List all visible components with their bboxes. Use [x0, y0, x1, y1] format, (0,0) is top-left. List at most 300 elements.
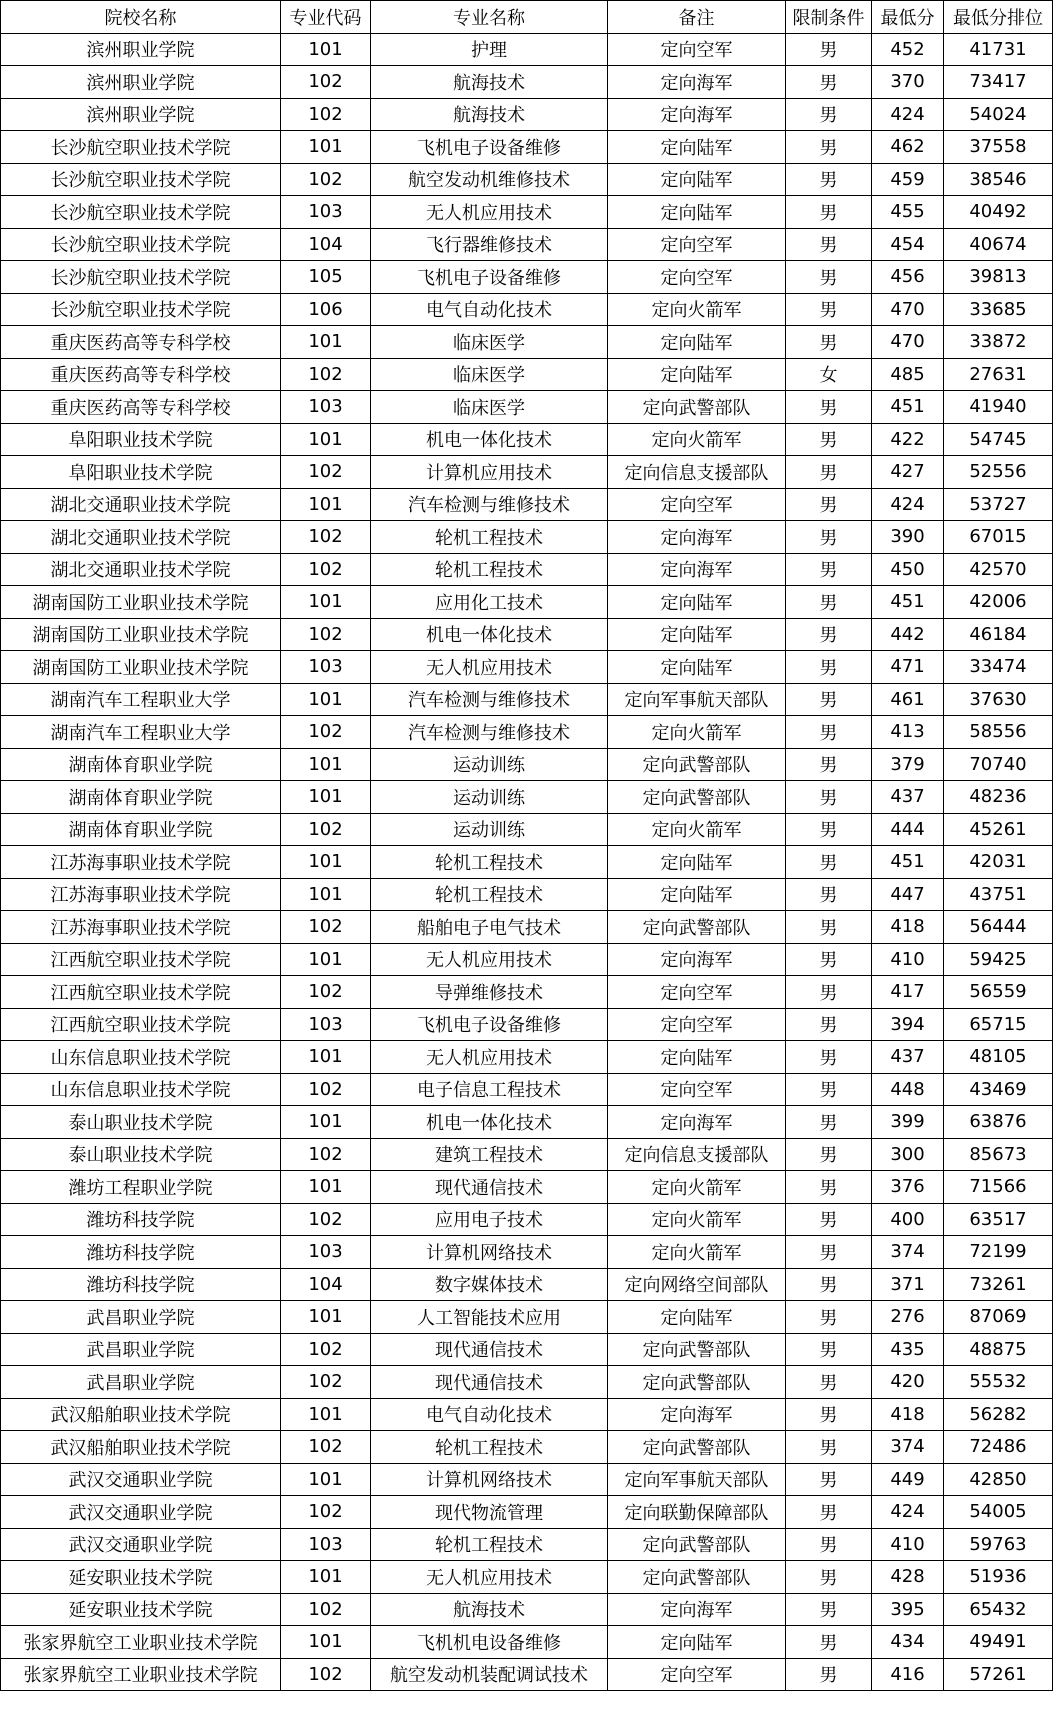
cell-major-name: 航海技术 [371, 1593, 608, 1626]
cell-min-score: 428 [872, 1561, 944, 1594]
cell-remark: 定向陆军 [608, 846, 786, 879]
table-row [1, 131, 1053, 164]
table-row [1, 456, 1053, 489]
cell-major-name: 现代通信技术 [371, 1366, 608, 1399]
cell-major-name: 无人机应用技术 [371, 943, 608, 976]
cell-major-name: 电气自动化技术 [371, 1398, 608, 1431]
cell-school-name: 江西航空职业技术学院 [1, 1008, 281, 1041]
cell-min-score: 444 [872, 813, 944, 846]
cell-major-name: 飞机电子设备维修 [371, 1008, 608, 1041]
cell-remark: 定向海军 [608, 98, 786, 131]
cell-restriction: 男 [786, 521, 872, 554]
cell-min-score: 455 [872, 196, 944, 229]
cell-restriction: 男 [786, 33, 872, 66]
cell-remark: 定向武警部队 [608, 391, 786, 424]
cell-school-name: 重庆医药高等专科学校 [1, 391, 281, 424]
cell-school-name: 武汉船舶职业技术学院 [1, 1431, 281, 1464]
cell-min-rank: 72199 [944, 1236, 1053, 1269]
header-major-code: 专业代码 [281, 1, 371, 34]
table-row [1, 683, 1053, 716]
cell-school-name: 武汉交通职业学院 [1, 1528, 281, 1561]
cell-min-rank: 40674 [944, 228, 1053, 261]
cell-min-score: 420 [872, 1366, 944, 1399]
cell-min-score: 418 [872, 911, 944, 944]
table-row [1, 1333, 1053, 1366]
cell-restriction: 男 [786, 163, 872, 196]
cell-remark: 定向武警部队 [608, 1366, 786, 1399]
cell-major-code: 102 [281, 1333, 371, 1366]
cell-major-code: 101 [281, 33, 371, 66]
cell-min-rank: 73417 [944, 66, 1053, 99]
table-row [1, 261, 1053, 294]
cell-min-score: 456 [872, 261, 944, 294]
cell-min-score: 374 [872, 1236, 944, 1269]
cell-remark: 定向网络空间部队 [608, 1268, 786, 1301]
cell-school-name: 江苏海事职业技术学院 [1, 878, 281, 911]
cell-school-name: 江西航空职业技术学院 [1, 976, 281, 1009]
cell-min-score: 459 [872, 163, 944, 196]
cell-restriction: 男 [786, 196, 872, 229]
table-row [1, 1236, 1053, 1269]
cell-major-name: 应用化工技术 [371, 586, 608, 619]
cell-major-code: 102 [281, 1431, 371, 1464]
cell-restriction: 男 [786, 1528, 872, 1561]
cell-remark: 定向海军 [608, 1106, 786, 1139]
table-row [1, 98, 1053, 131]
cell-major-code: 101 [281, 846, 371, 879]
cell-restriction: 男 [786, 1463, 872, 1496]
cell-remark: 定向陆军 [608, 618, 786, 651]
cell-min-rank: 65715 [944, 1008, 1053, 1041]
cell-restriction: 男 [786, 1041, 872, 1074]
cell-major-code: 101 [281, 1463, 371, 1496]
cell-major-name: 航空发动机维修技术 [371, 163, 608, 196]
cell-school-name: 武汉船舶职业技术学院 [1, 1398, 281, 1431]
cell-min-score: 442 [872, 618, 944, 651]
cell-remark: 定向空军 [608, 976, 786, 1009]
table-row [1, 1528, 1053, 1561]
cell-restriction: 男 [786, 131, 872, 164]
cell-school-name: 张家界航空工业职业技术学院 [1, 1658, 281, 1691]
cell-min-score: 434 [872, 1626, 944, 1659]
table-row [1, 196, 1053, 229]
cell-min-score: 448 [872, 1073, 944, 1106]
cell-major-code: 102 [281, 1073, 371, 1106]
cell-major-name: 运动训练 [371, 781, 608, 814]
cell-restriction: 男 [786, 261, 872, 294]
cell-min-score: 450 [872, 553, 944, 586]
cell-restriction: 男 [786, 1333, 872, 1366]
cell-major-code: 101 [281, 748, 371, 781]
cell-remark: 定向火箭军 [608, 293, 786, 326]
cell-remark: 定向武警部队 [608, 911, 786, 944]
cell-min-score: 400 [872, 1203, 944, 1236]
cell-school-name: 潍坊科技学院 [1, 1203, 281, 1236]
table-row [1, 943, 1053, 976]
cell-major-code: 102 [281, 976, 371, 1009]
cell-remark: 定向海军 [608, 943, 786, 976]
cell-major-name: 机电一体化技术 [371, 423, 608, 456]
cell-restriction: 男 [786, 1561, 872, 1594]
cell-school-name: 湖南汽车工程职业大学 [1, 716, 281, 749]
cell-school-name: 武昌职业学院 [1, 1366, 281, 1399]
cell-school-name: 潍坊科技学院 [1, 1268, 281, 1301]
cell-min-score: 374 [872, 1431, 944, 1464]
cell-major-code: 102 [281, 911, 371, 944]
table-row [1, 1041, 1053, 1074]
cell-remark: 定向空军 [608, 33, 786, 66]
cell-min-rank: 54745 [944, 423, 1053, 456]
cell-major-name: 飞机电子设备维修 [371, 131, 608, 164]
cell-min-score: 437 [872, 1041, 944, 1074]
table-row [1, 1138, 1053, 1171]
cell-min-rank: 63876 [944, 1106, 1053, 1139]
cell-min-rank: 42570 [944, 553, 1053, 586]
cell-school-name: 潍坊科技学院 [1, 1236, 281, 1269]
table-row [1, 358, 1053, 391]
cell-remark: 定向信息支援部队 [608, 456, 786, 489]
cell-restriction: 男 [786, 1658, 872, 1691]
cell-min-rank: 70740 [944, 748, 1053, 781]
cell-school-name: 长沙航空职业技术学院 [1, 228, 281, 261]
table-row [1, 1626, 1053, 1659]
cell-major-name: 汽车检测与维修技术 [371, 716, 608, 749]
cell-min-score: 410 [872, 1528, 944, 1561]
cell-school-name: 滨州职业学院 [1, 98, 281, 131]
cell-major-name: 应用电子技术 [371, 1203, 608, 1236]
cell-min-rank: 43469 [944, 1073, 1053, 1106]
cell-major-name: 现代物流管理 [371, 1496, 608, 1529]
cell-remark: 定向火箭军 [608, 423, 786, 456]
cell-remark: 定向陆军 [608, 1301, 786, 1334]
cell-min-score: 437 [872, 781, 944, 814]
cell-major-name: 轮机工程技术 [371, 521, 608, 554]
cell-major-name: 导弹维修技术 [371, 976, 608, 1009]
cell-remark: 定向空军 [608, 1008, 786, 1041]
cell-remark: 定向海军 [608, 521, 786, 554]
cell-major-name: 轮机工程技术 [371, 1528, 608, 1561]
cell-remark: 定向信息支援部队 [608, 1138, 786, 1171]
cell-min-score: 447 [872, 878, 944, 911]
cell-restriction: 男 [786, 1366, 872, 1399]
cell-major-code: 101 [281, 683, 371, 716]
cell-major-name: 计算机网络技术 [371, 1236, 608, 1269]
cell-min-rank: 49491 [944, 1626, 1053, 1659]
cell-min-score: 470 [872, 293, 944, 326]
cell-major-code: 103 [281, 1008, 371, 1041]
cell-min-score: 451 [872, 586, 944, 619]
cell-restriction: 男 [786, 1106, 872, 1139]
cell-min-rank: 27631 [944, 358, 1053, 391]
cell-min-rank: 37630 [944, 683, 1053, 716]
cell-school-name: 武汉交通职业学院 [1, 1496, 281, 1529]
cell-major-code: 101 [281, 1301, 371, 1334]
cell-restriction: 男 [786, 391, 872, 424]
cell-school-name: 湖南国防工业职业技术学院 [1, 618, 281, 651]
cell-restriction: 男 [786, 1431, 872, 1464]
cell-remark: 定向军事航天部队 [608, 1463, 786, 1496]
table-row [1, 1268, 1053, 1301]
cell-restriction: 男 [786, 1138, 872, 1171]
cell-remark: 定向武警部队 [608, 1333, 786, 1366]
cell-remark: 定向空军 [608, 261, 786, 294]
cell-school-name: 湖南国防工业职业技术学院 [1, 586, 281, 619]
header-major-name: 专业名称 [371, 1, 608, 34]
cell-major-code: 101 [281, 423, 371, 456]
cell-major-code: 101 [281, 1561, 371, 1594]
cell-restriction: 男 [786, 911, 872, 944]
cell-restriction: 男 [786, 293, 872, 326]
table-row [1, 1008, 1053, 1041]
cell-min-rank: 52556 [944, 456, 1053, 489]
cell-major-code: 106 [281, 293, 371, 326]
cell-min-rank: 54024 [944, 98, 1053, 131]
cell-school-name: 延安职业技术学院 [1, 1593, 281, 1626]
cell-min-score: 418 [872, 1398, 944, 1431]
cell-school-name: 江苏海事职业技术学院 [1, 846, 281, 879]
cell-major-name: 运动训练 [371, 813, 608, 846]
cell-major-name: 机电一体化技术 [371, 618, 608, 651]
cell-restriction: 男 [786, 228, 872, 261]
cell-restriction: 男 [786, 813, 872, 846]
cell-min-rank: 59425 [944, 943, 1053, 976]
table-row [1, 1203, 1053, 1236]
cell-major-name: 汽车检测与维修技术 [371, 488, 608, 521]
cell-major-name: 飞机机电设备维修 [371, 1626, 608, 1659]
cell-major-code: 102 [281, 456, 371, 489]
cell-major-code: 101 [281, 1106, 371, 1139]
cell-major-name: 轮机工程技术 [371, 1431, 608, 1464]
table-row [1, 813, 1053, 846]
cell-restriction: 男 [786, 326, 872, 359]
cell-major-name: 现代通信技术 [371, 1333, 608, 1366]
cell-remark: 定向空军 [608, 1073, 786, 1106]
cell-min-score: 485 [872, 358, 944, 391]
table-row [1, 651, 1053, 684]
cell-school-name: 长沙航空职业技术学院 [1, 163, 281, 196]
cell-school-name: 长沙航空职业技术学院 [1, 196, 281, 229]
cell-school-name: 江西航空职业技术学院 [1, 943, 281, 976]
cell-remark: 定向武警部队 [608, 748, 786, 781]
table-row [1, 33, 1053, 66]
cell-remark: 定向陆军 [608, 1041, 786, 1074]
cell-remark: 定向陆军 [608, 131, 786, 164]
table-row [1, 1171, 1053, 1204]
cell-min-score: 390 [872, 521, 944, 554]
cell-min-score: 399 [872, 1106, 944, 1139]
cell-remark: 定向陆军 [608, 878, 786, 911]
cell-major-name: 现代通信技术 [371, 1171, 608, 1204]
cell-major-code: 103 [281, 196, 371, 229]
cell-min-rank: 87069 [944, 1301, 1053, 1334]
cell-major-name: 汽车检测与维修技术 [371, 683, 608, 716]
cell-school-name: 阜阳职业技术学院 [1, 456, 281, 489]
cell-min-rank: 67015 [944, 521, 1053, 554]
cell-major-code: 102 [281, 1138, 371, 1171]
cell-restriction: 男 [786, 716, 872, 749]
cell-restriction: 女 [786, 358, 872, 391]
header-school-name: 院校名称 [1, 1, 281, 34]
cell-remark: 定向火箭军 [608, 1203, 786, 1236]
table-row [1, 1496, 1053, 1529]
cell-school-name: 湖北交通职业技术学院 [1, 553, 281, 586]
cell-major-code: 102 [281, 66, 371, 99]
cell-min-rank: 85673 [944, 1138, 1053, 1171]
cell-major-code: 101 [281, 131, 371, 164]
cell-major-name: 机电一体化技术 [371, 1106, 608, 1139]
cell-major-code: 102 [281, 813, 371, 846]
table-row [1, 293, 1053, 326]
cell-min-rank: 56444 [944, 911, 1053, 944]
table-row [1, 553, 1053, 586]
cell-remark: 定向陆军 [608, 358, 786, 391]
cell-major-code: 101 [281, 1398, 371, 1431]
cell-restriction: 男 [786, 683, 872, 716]
cell-major-code: 102 [281, 553, 371, 586]
cell-major-code: 101 [281, 326, 371, 359]
cell-major-name: 无人机应用技术 [371, 1041, 608, 1074]
cell-major-code: 101 [281, 1626, 371, 1659]
cell-remark: 定向陆军 [608, 163, 786, 196]
cell-restriction: 男 [786, 1008, 872, 1041]
cell-school-name: 张家界航空工业职业技术学院 [1, 1626, 281, 1659]
cell-remark: 定向海军 [608, 66, 786, 99]
cell-restriction: 男 [786, 1398, 872, 1431]
cell-school-name: 湖南体育职业学院 [1, 781, 281, 814]
header-min-rank: 最低分排位 [944, 1, 1053, 34]
cell-remark: 定向陆军 [608, 586, 786, 619]
cell-major-code: 101 [281, 781, 371, 814]
table-row [1, 1073, 1053, 1106]
cell-min-rank: 65432 [944, 1593, 1053, 1626]
cell-restriction: 男 [786, 488, 872, 521]
cell-major-name: 数字媒体技术 [371, 1268, 608, 1301]
cell-restriction: 男 [786, 423, 872, 456]
cell-major-code: 101 [281, 1171, 371, 1204]
cell-restriction: 男 [786, 878, 872, 911]
table-row [1, 878, 1053, 911]
cell-remark: 定向陆军 [608, 1626, 786, 1659]
cell-min-rank: 54005 [944, 1496, 1053, 1529]
cell-major-code: 102 [281, 716, 371, 749]
cell-major-code: 103 [281, 1236, 371, 1269]
cell-min-score: 424 [872, 98, 944, 131]
cell-major-name: 护理 [371, 33, 608, 66]
cell-remark: 定向火箭军 [608, 1171, 786, 1204]
cell-school-name: 江苏海事职业技术学院 [1, 911, 281, 944]
cell-min-rank: 55532 [944, 1366, 1053, 1399]
cell-min-score: 454 [872, 228, 944, 261]
cell-min-rank: 72486 [944, 1431, 1053, 1464]
cell-min-score: 422 [872, 423, 944, 456]
cell-major-code: 105 [281, 261, 371, 294]
cell-min-score: 370 [872, 66, 944, 99]
cell-major-name: 飞行器维修技术 [371, 228, 608, 261]
cell-school-name: 泰山职业技术学院 [1, 1138, 281, 1171]
cell-remark: 定向空军 [608, 1658, 786, 1691]
cell-major-code: 101 [281, 1041, 371, 1074]
cell-min-rank: 38546 [944, 163, 1053, 196]
cell-school-name: 湖南体育职业学院 [1, 748, 281, 781]
cell-major-name: 无人机应用技术 [371, 196, 608, 229]
cell-restriction: 男 [786, 98, 872, 131]
cell-major-code: 103 [281, 651, 371, 684]
cell-major-name: 飞机电子设备维修 [371, 261, 608, 294]
cell-remark: 定向武警部队 [608, 781, 786, 814]
cell-major-code: 102 [281, 358, 371, 391]
cell-min-rank: 51936 [944, 1561, 1053, 1594]
cell-major-name: 电气自动化技术 [371, 293, 608, 326]
cell-min-score: 424 [872, 1496, 944, 1529]
cell-major-code: 102 [281, 1366, 371, 1399]
table-row [1, 1463, 1053, 1496]
cell-school-name: 山东信息职业技术学院 [1, 1041, 281, 1074]
cell-min-rank: 58556 [944, 716, 1053, 749]
cell-school-name: 重庆医药高等专科学校 [1, 358, 281, 391]
cell-min-rank: 57261 [944, 1658, 1053, 1691]
cell-min-rank: 71566 [944, 1171, 1053, 1204]
cell-restriction: 男 [786, 781, 872, 814]
cell-major-code: 104 [281, 1268, 371, 1301]
cell-min-rank: 59763 [944, 1528, 1053, 1561]
table-row [1, 1561, 1053, 1594]
cell-major-name: 轮机工程技术 [371, 846, 608, 879]
cell-school-name: 长沙航空职业技术学院 [1, 261, 281, 294]
cell-min-score: 376 [872, 1171, 944, 1204]
cell-min-score: 471 [872, 651, 944, 684]
cell-major-code: 103 [281, 391, 371, 424]
cell-min-score: 416 [872, 1658, 944, 1691]
cell-remark: 定向海军 [608, 1593, 786, 1626]
cell-restriction: 男 [786, 66, 872, 99]
cell-school-name: 滨州职业学院 [1, 66, 281, 99]
cell-remark: 定向武警部队 [608, 1561, 786, 1594]
cell-major-name: 无人机应用技术 [371, 651, 608, 684]
cell-min-rank: 46184 [944, 618, 1053, 651]
cell-min-score: 300 [872, 1138, 944, 1171]
cell-major-code: 103 [281, 1528, 371, 1561]
cell-min-score: 435 [872, 1333, 944, 1366]
table-row [1, 163, 1053, 196]
cell-min-score: 462 [872, 131, 944, 164]
cell-school-name: 湖北交通职业技术学院 [1, 521, 281, 554]
cell-min-rank: 48236 [944, 781, 1053, 814]
table-row [1, 1366, 1053, 1399]
cell-major-name: 航海技术 [371, 98, 608, 131]
cell-major-name: 临床医学 [371, 358, 608, 391]
cell-min-rank: 39813 [944, 261, 1053, 294]
table-row [1, 781, 1053, 814]
cell-remark: 定向空军 [608, 488, 786, 521]
cell-remark: 定向火箭军 [608, 716, 786, 749]
cell-school-name: 山东信息职业技术学院 [1, 1073, 281, 1106]
cell-restriction: 男 [786, 618, 872, 651]
cell-major-name: 运动训练 [371, 748, 608, 781]
cell-major-code: 102 [281, 618, 371, 651]
cell-major-name: 临床医学 [371, 326, 608, 359]
table-row [1, 618, 1053, 651]
cell-school-name: 武昌职业学院 [1, 1333, 281, 1366]
cell-min-rank: 41731 [944, 33, 1053, 66]
cell-min-rank: 63517 [944, 1203, 1053, 1236]
cell-remark: 定向空军 [608, 228, 786, 261]
cell-min-rank: 48875 [944, 1333, 1053, 1366]
cell-min-rank: 73261 [944, 1268, 1053, 1301]
table-row [1, 228, 1053, 261]
cell-major-name: 计算机应用技术 [371, 456, 608, 489]
cell-restriction: 男 [786, 1496, 872, 1529]
cell-min-rank: 42031 [944, 846, 1053, 879]
